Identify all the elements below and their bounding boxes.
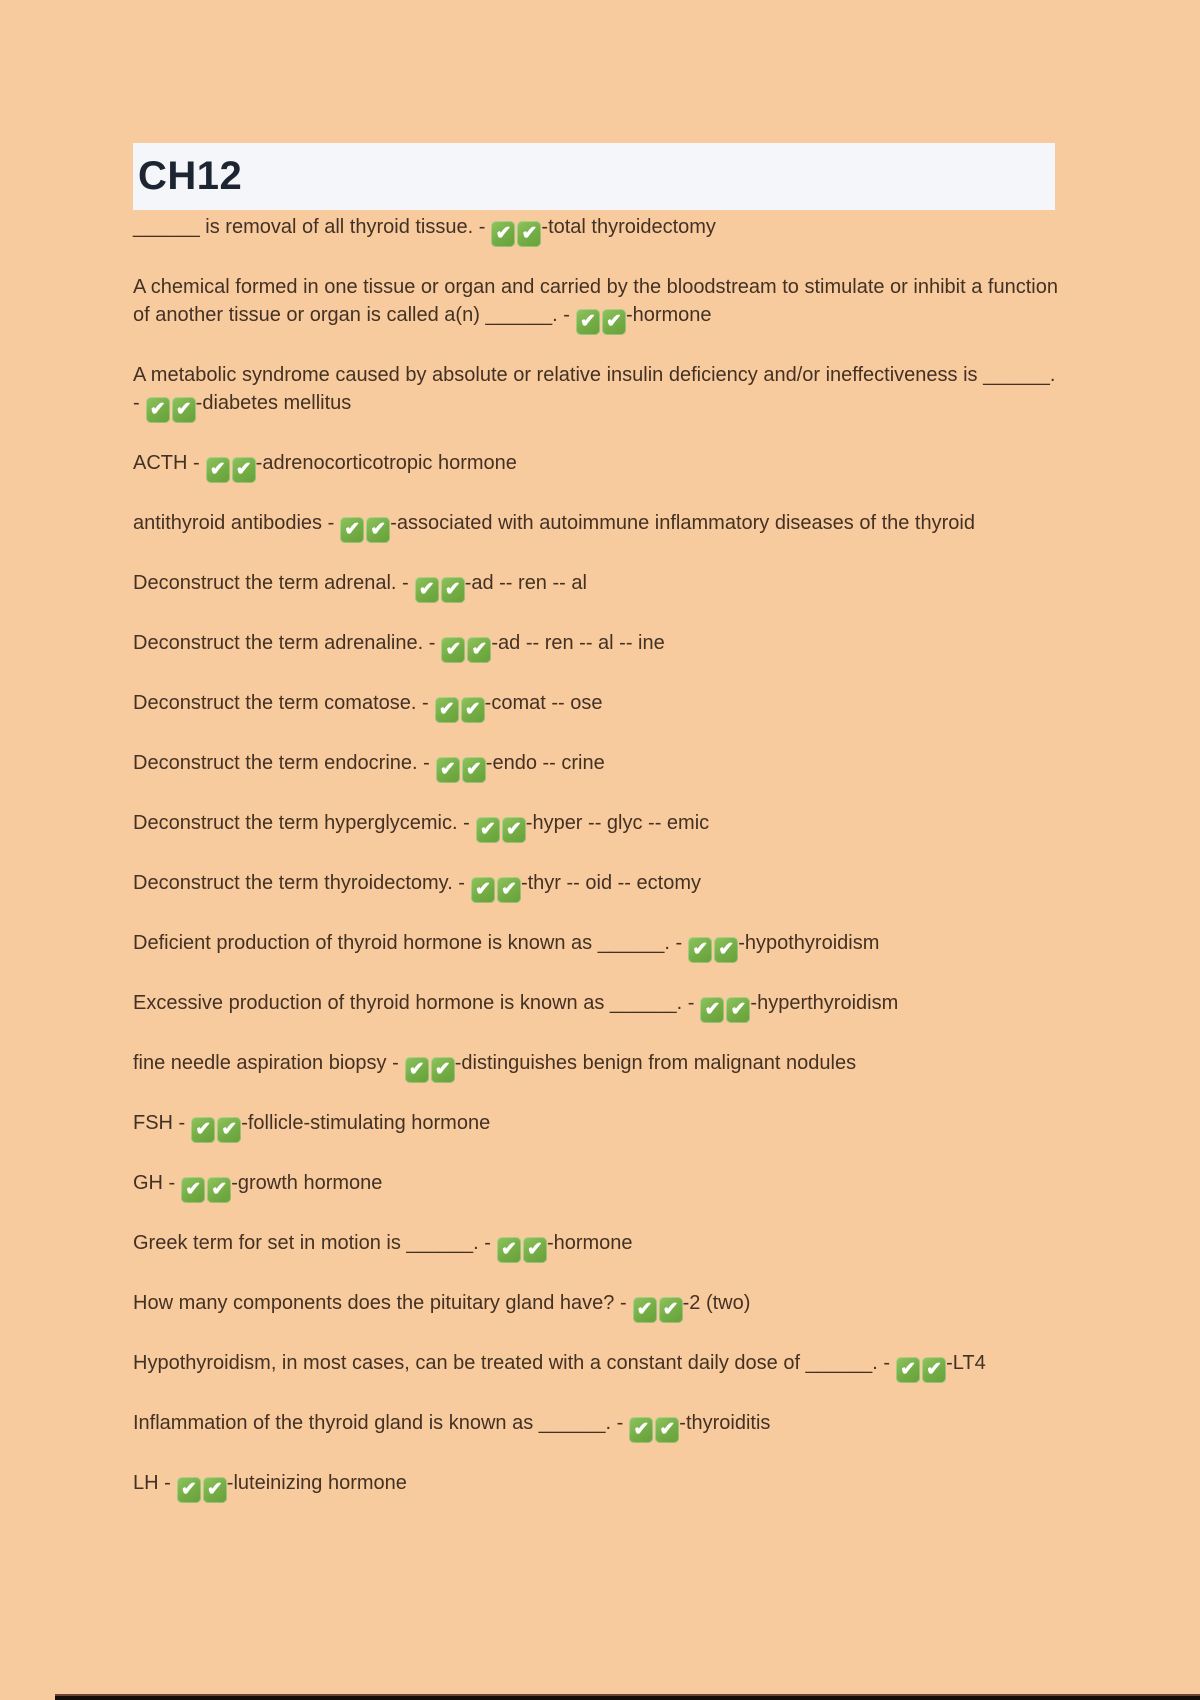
question-text: Deconstruct the term hyperglycemic. - — [133, 812, 470, 834]
question-text: LH - — [133, 1472, 171, 1494]
check-icon: ✔ — [491, 221, 515, 247]
check-icon: ✔ — [659, 1297, 683, 1323]
check-icon: ✔ — [232, 457, 256, 483]
answer-check-badges — [471, 875, 521, 903]
qa-item — [133, 1409, 1063, 1443]
qa-item — [133, 1229, 1063, 1263]
answer-text: -adrenocorticotropic hormone — [255, 452, 517, 474]
title-bar — [133, 143, 1055, 210]
answer-check-badges — [415, 575, 465, 603]
check-icon: ✔ — [602, 309, 626, 335]
answer-check-badges — [340, 515, 390, 543]
answer-text: -LT4 — [946, 1352, 986, 1374]
check-icon: ✔ — [700, 997, 724, 1023]
check-icon: ✔ — [431, 1057, 455, 1083]
question-text: FSH - — [133, 1112, 186, 1134]
qa-item — [133, 1289, 1063, 1323]
question-text: fine needle aspiration biopsy - — [133, 1052, 399, 1074]
check-icon: ✔ — [441, 637, 465, 663]
answer-check-badges — [688, 935, 738, 963]
qa-item — [133, 1169, 1063, 1203]
qa-list — [133, 213, 1063, 1503]
check-icon: ✔ — [497, 1237, 521, 1263]
answer-text: -follicle-stimulating hormone — [241, 1112, 491, 1134]
answer-text: -hormone — [546, 1232, 633, 1254]
answer-text: -hyperthyroidism — [750, 992, 899, 1014]
question-text: A metabolic syndrome caused by absolute or relative insulin deficiency and/or ineffectiveness is ______. - — [133, 364, 1056, 414]
page-bottom-edge — [55, 1694, 1200, 1700]
check-icon: ✔ — [340, 517, 364, 543]
answer-text: -luteinizing hormone — [226, 1472, 407, 1494]
answer-check-badges — [896, 1355, 946, 1383]
answer-text: -growth hormone — [231, 1172, 383, 1194]
answer-text: -hyper -- glyc -- emic — [525, 812, 710, 834]
question-text: ______ is removal of all thyroid tissue. - — [133, 216, 486, 238]
qa-item — [133, 1349, 1063, 1383]
check-icon: ✔ — [206, 457, 230, 483]
page-title: CH12 — [138, 154, 243, 198]
answer-check-badges — [633, 1295, 683, 1323]
question-text: Excessive production of thyroid hormone is known as ______. - — [133, 992, 695, 1014]
qa-item — [133, 213, 1063, 247]
check-icon: ✔ — [405, 1057, 429, 1083]
check-icon: ✔ — [726, 997, 750, 1023]
answer-check-badges — [441, 635, 491, 663]
question-text: How many components does the pituitary gland have? - — [133, 1292, 627, 1314]
question-text: Greek term for set in motion is ______. - — [133, 1232, 491, 1254]
answer-check-badges — [700, 995, 750, 1023]
qa-item — [133, 273, 1063, 335]
qa-item — [133, 569, 1063, 603]
check-icon: ✔ — [415, 577, 439, 603]
answer-text: -endo -- crine — [485, 752, 605, 774]
check-icon: ✔ — [633, 1297, 657, 1323]
check-icon: ✔ — [441, 577, 465, 603]
check-icon: ✔ — [177, 1477, 201, 1503]
check-icon: ✔ — [436, 757, 460, 783]
answer-text: -2 (two) — [682, 1292, 751, 1314]
check-icon: ✔ — [207, 1177, 231, 1203]
check-icon: ✔ — [191, 1117, 215, 1143]
answer-text: -thyr -- oid -- ectomy — [520, 872, 701, 894]
answer-check-badges — [576, 307, 626, 335]
qa-item — [133, 509, 1063, 543]
answer-text: -thyroiditis — [679, 1412, 771, 1434]
check-icon: ✔ — [922, 1357, 946, 1383]
check-icon: ✔ — [523, 1237, 547, 1263]
check-icon: ✔ — [217, 1117, 241, 1143]
check-icon: ✔ — [467, 637, 491, 663]
qa-item — [133, 1049, 1063, 1083]
qa-item — [133, 361, 1063, 423]
document-page — [133, 143, 1073, 1529]
question-text: Deconstruct the term adrenal. - — [133, 572, 409, 594]
check-icon: ✔ — [688, 937, 712, 963]
qa-item — [133, 689, 1063, 723]
check-icon: ✔ — [366, 517, 390, 543]
check-icon: ✔ — [497, 877, 521, 903]
answer-text: -total thyroidectomy — [541, 216, 716, 238]
question-text: ACTH - — [133, 452, 200, 474]
check-icon: ✔ — [146, 397, 170, 423]
check-icon: ✔ — [896, 1357, 920, 1383]
answer-check-badges — [177, 1475, 227, 1503]
question-text: GH - — [133, 1172, 176, 1194]
answer-check-badges — [476, 815, 526, 843]
question-text: Hypothyroidism, in most cases, can be treated with a constant daily dose of ______. - — [133, 1352, 891, 1374]
answer-check-badges — [206, 455, 256, 483]
check-icon: ✔ — [435, 697, 459, 723]
question-text: Deconstruct the term thyroidectomy. - — [133, 872, 465, 894]
check-icon: ✔ — [576, 309, 600, 335]
qa-item — [133, 1469, 1063, 1503]
qa-item — [133, 749, 1063, 783]
answer-check-badges — [191, 1115, 241, 1143]
question-text: Deconstruct the term adrenaline. - — [133, 632, 436, 654]
check-icon: ✔ — [629, 1417, 653, 1443]
answer-text: -comat -- ose — [484, 692, 603, 714]
check-icon: ✔ — [471, 877, 495, 903]
qa-item — [133, 809, 1063, 843]
question-text: Deconstruct the term comatose. - — [133, 692, 429, 714]
check-icon: ✔ — [655, 1417, 679, 1443]
check-icon: ✔ — [476, 817, 500, 843]
answer-text: -distinguishes benign from malignant nodules — [454, 1052, 857, 1074]
check-icon: ✔ — [203, 1477, 227, 1503]
answer-text: -ad -- ren -- al — [464, 572, 587, 594]
question-text: Deficient production of thyroid hormone is known as ______. - — [133, 932, 683, 954]
qa-item — [133, 629, 1063, 663]
check-icon: ✔ — [181, 1177, 205, 1203]
qa-item — [133, 869, 1063, 903]
question-text: A chemical formed in one tissue or organ and carried by the bloodstream to stimulate or inhibit a function of another tissue or organ is called a(n) ______. - — [133, 276, 1058, 326]
check-icon: ✔ — [502, 817, 526, 843]
answer-text: -hormone — [625, 304, 712, 326]
answer-check-badges — [436, 755, 486, 783]
answer-text: -ad -- ren -- al -- ine — [491, 632, 665, 654]
answer-check-badges — [405, 1055, 455, 1083]
check-icon: ✔ — [714, 937, 738, 963]
qa-item — [133, 989, 1063, 1023]
answer-check-badges — [629, 1415, 679, 1443]
answer-check-badges — [491, 219, 541, 247]
question-text: Deconstruct the term endocrine. - — [133, 752, 430, 774]
answer-text: -diabetes mellitus — [195, 392, 352, 414]
qa-item — [133, 1109, 1063, 1143]
check-icon: ✔ — [517, 221, 541, 247]
qa-item — [133, 449, 1063, 483]
answer-check-badges — [435, 695, 485, 723]
question-text: Inflammation of the thyroid gland is known as ______. - — [133, 1412, 624, 1434]
question-text: antithyroid antibodies - — [133, 512, 335, 534]
answer-check-badges — [181, 1175, 231, 1203]
check-icon: ✔ — [172, 397, 196, 423]
check-icon: ✔ — [461, 697, 485, 723]
answer-check-badges — [146, 395, 196, 423]
answer-text: -hypothyroidism — [738, 932, 880, 954]
answer-text: -associated with autoimmune inflammatory diseases of the thyroid — [390, 512, 975, 534]
answer-check-badges — [497, 1235, 547, 1263]
check-icon: ✔ — [462, 757, 486, 783]
qa-item — [133, 929, 1063, 963]
